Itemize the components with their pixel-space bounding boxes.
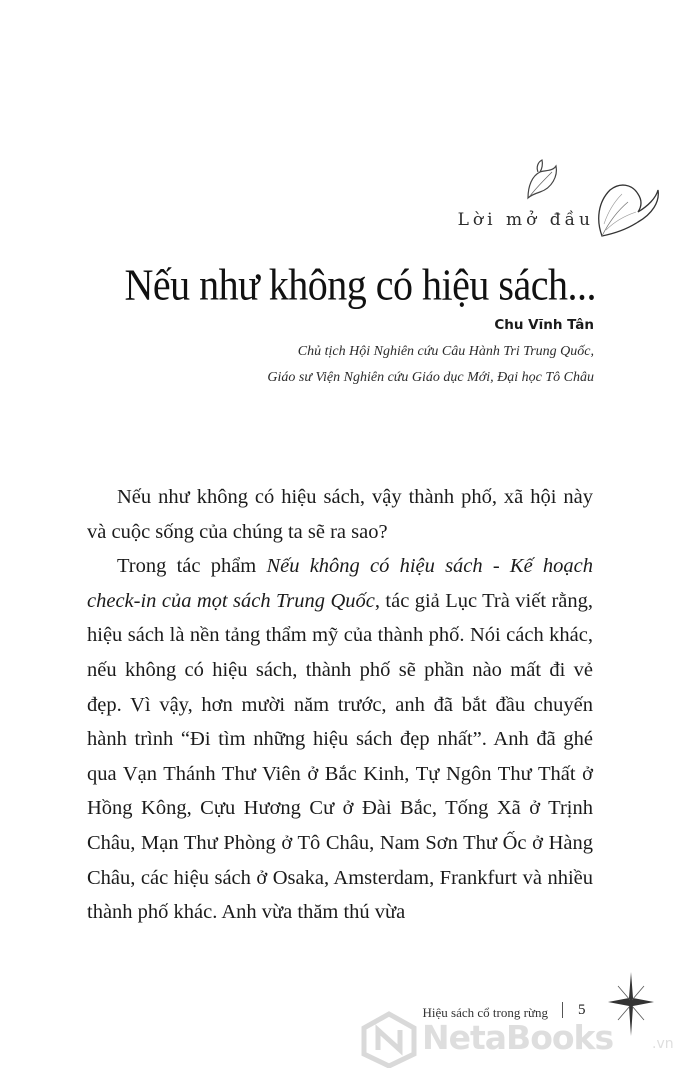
footer-book-title: Hiệu sách cổ trong rừng bbox=[422, 1005, 548, 1020]
author-role-line-2: Giáo sư Viện Nghiên cứu Giáo dục Mới, Đại học Tô Châu bbox=[267, 370, 594, 385]
chapter-title: Nếu như không có hiệu sách... bbox=[124, 259, 596, 310]
body-text bbox=[87, 480, 593, 930]
section-label: Lời mở đầu bbox=[457, 210, 594, 230]
watermark-domain: .vn bbox=[652, 1036, 674, 1052]
author-role-line-1: Chủ tịch Hội Nghiên cứu Câu Hành Tri Trung Quốc, bbox=[297, 344, 594, 359]
netabooks-logo-icon bbox=[360, 1010, 418, 1068]
page-number: 5 bbox=[578, 1002, 586, 1018]
small-leaf-icon bbox=[522, 158, 562, 200]
paragraph-2-rest: , tác giả Lục Trà viết rằng, hiệu sách là nền tảng thẩm mỹ của thành phố. Nói cách khác, nếu không có hiệu sách, thành phố sẽ phần nào mất đi vẻ đẹp. Vì vậy, hơn mười năm trước, anh đã bắt đầu chuyến hành trình “Đi tìm những hiệu sách đẹp nhất”. Anh đã ghé qua Vạn Thánh Thư Viên ở Bắc Kinh, Tự Ngôn Thư Thất ở Hồng Kông, Cựu Hương Cư ở Đài Bắc, Tống Xã ở Trịnh Châu, Mạn Thư Phòng ở Tô Châu, Nam Sơn Thư Ốc ở Hàng Châu, các hiệu sách ở Osaka, Amsterdam, Frankfurt và nhiều thành phố khác. Anh vừa thăm thú vừa bbox=[87, 589, 593, 924]
watermark bbox=[360, 1010, 700, 1078]
ginkgo-leaf-icon bbox=[592, 176, 662, 242]
paragraph-2 bbox=[87, 549, 593, 930]
book-title-italic: Nếu không có hiệu sách - Kế hoạch check-in của mọt sách Trung Quốc bbox=[87, 555, 593, 612]
author-name: Chu Vĩnh Tân bbox=[494, 317, 594, 333]
paragraph-1: Nếu như không có hiệu sách, vậy thành phố, xã hội này và cuộc sống của chúng ta sẽ ra sao? bbox=[87, 486, 593, 543]
paragraph-2-start: Trong tác phẩm bbox=[117, 555, 267, 578]
watermark-brand: NetaBooks bbox=[422, 1018, 614, 1057]
